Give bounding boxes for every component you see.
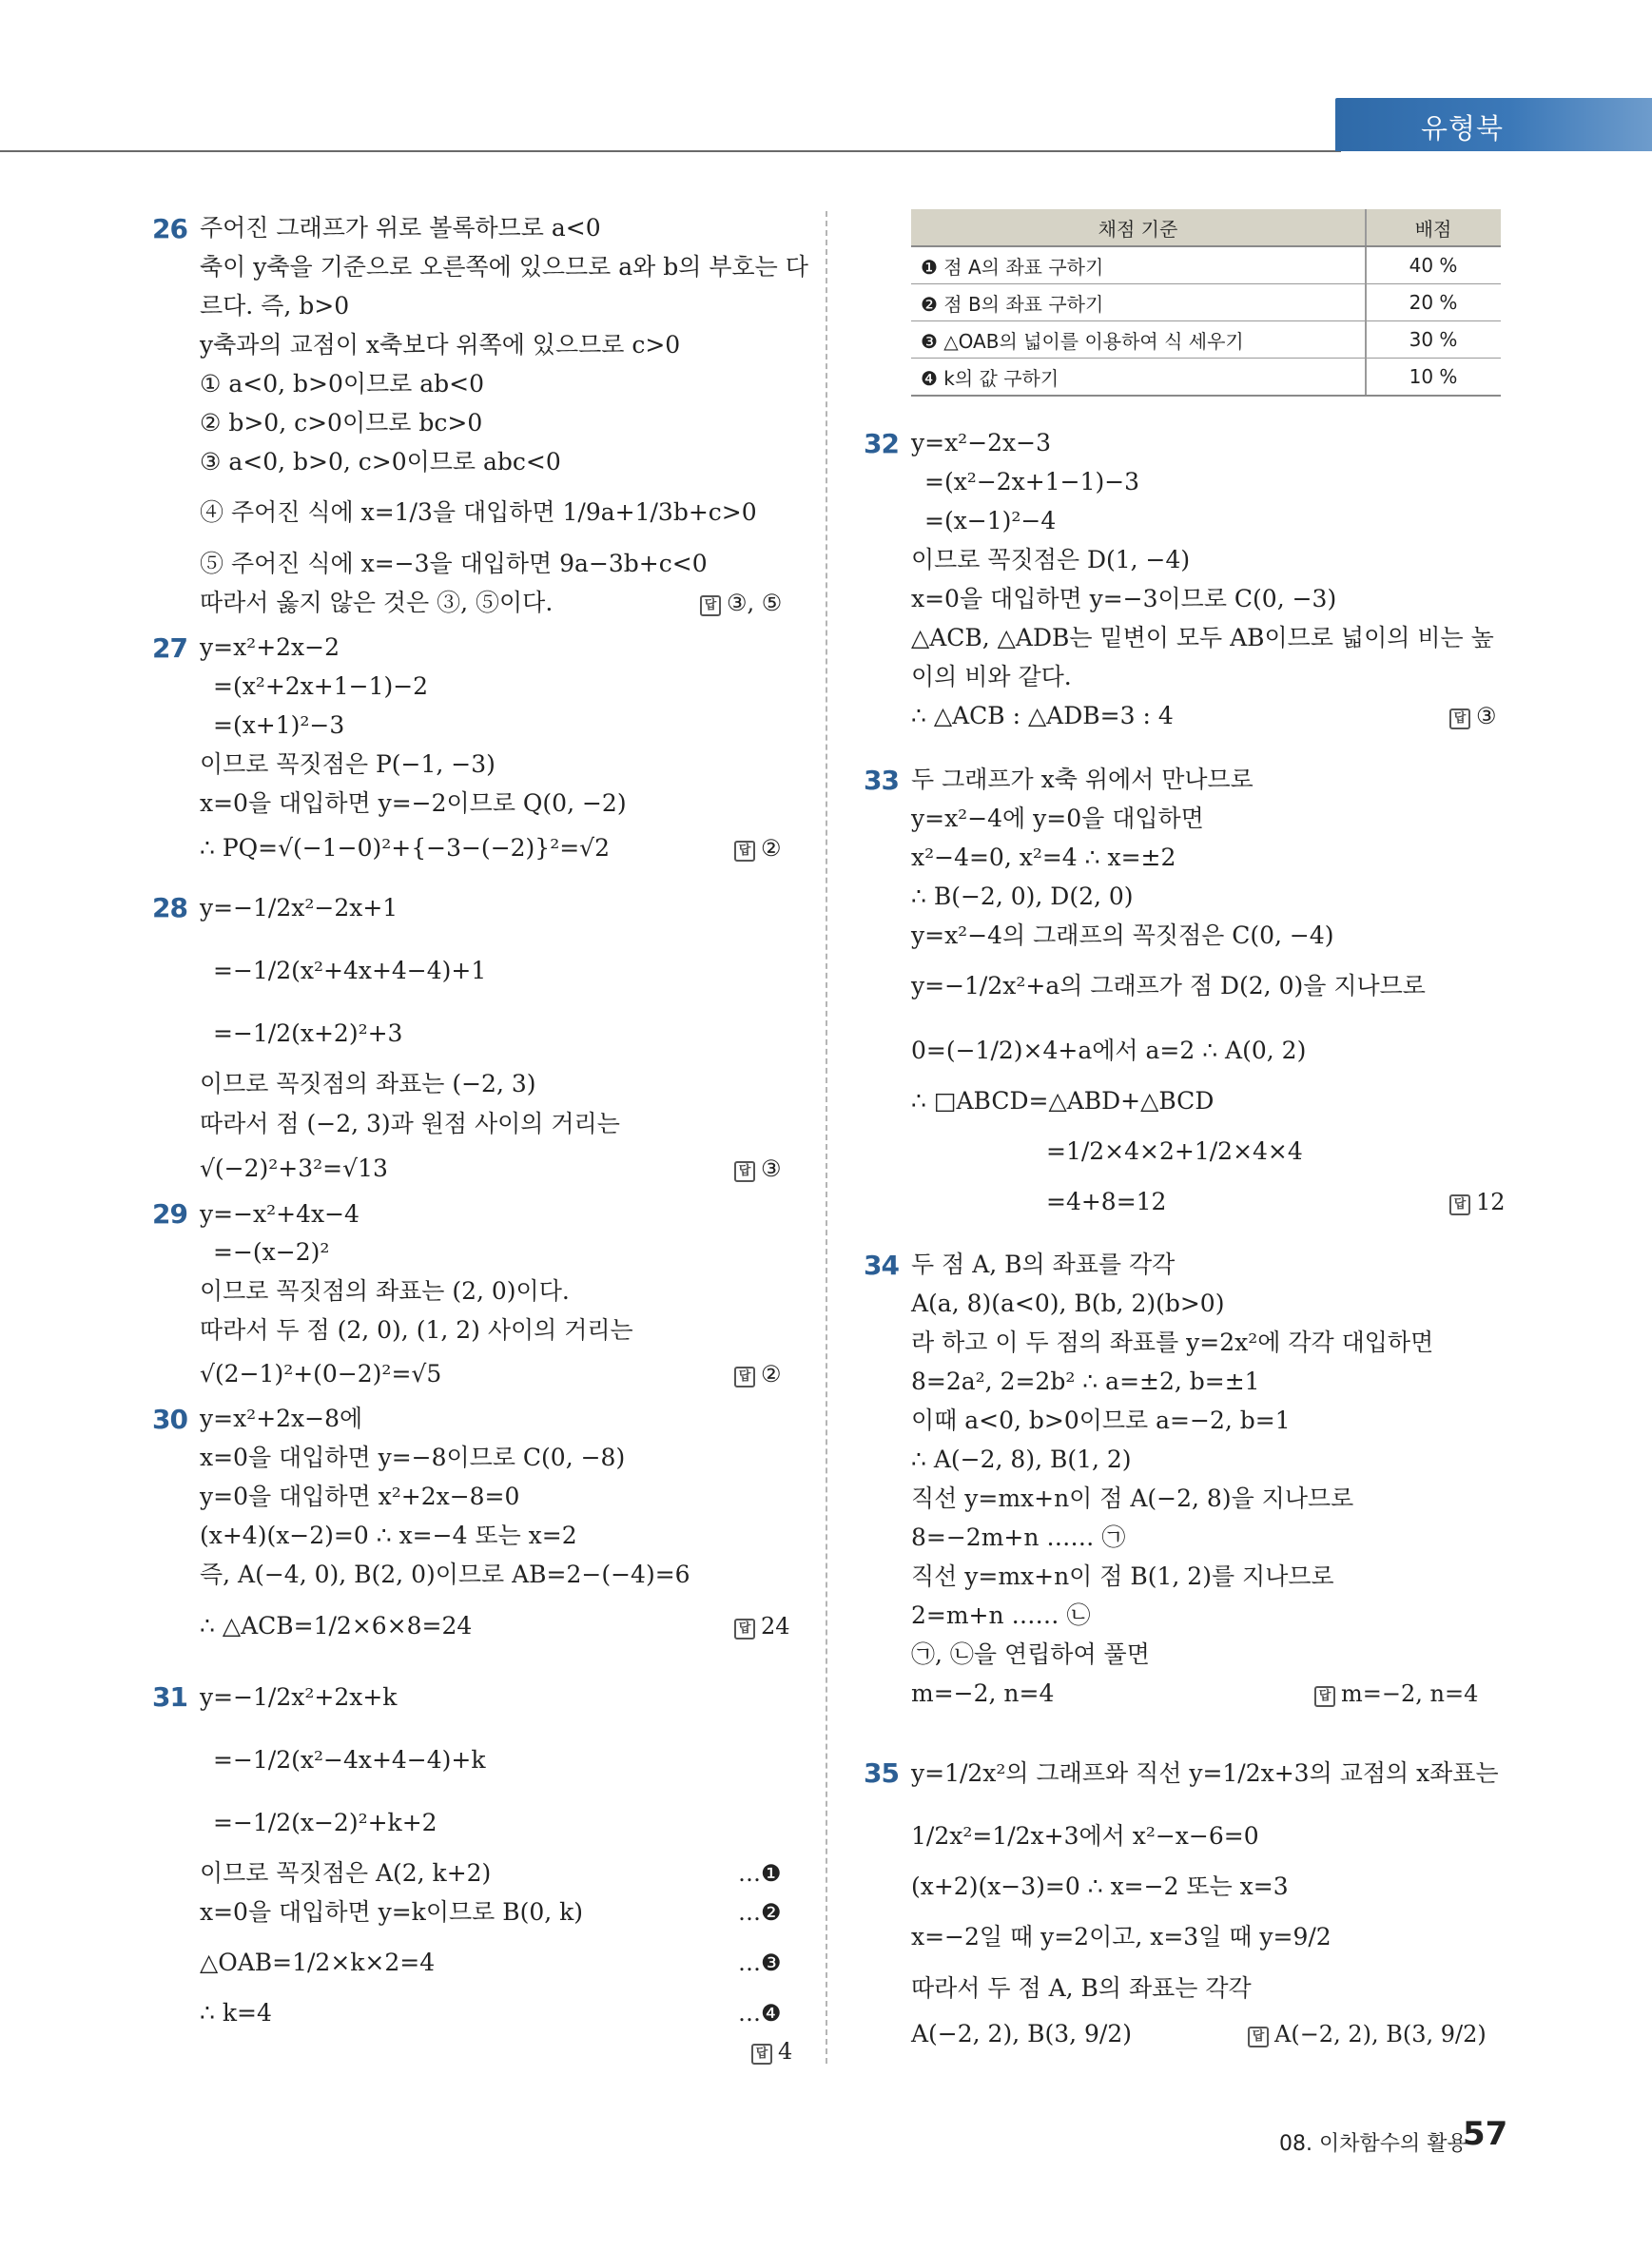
solution-line: 8=2a², 2=2b² ∴ a=±2, b=±1 <box>911 1368 1260 1395</box>
solution-line: 직선 y=mx+n이 점 A(−2, 8)을 지나므로 <box>911 1484 1354 1512</box>
solution-line: m=−2, n=4 <box>911 1679 1055 1707</box>
answer-value: ② <box>761 835 782 862</box>
solution-line: =(x²−2x+1−1)−3 <box>924 468 1140 495</box>
answer-icon: 답 <box>1314 1686 1335 1707</box>
solution-line: 따라서 옳지 않은 것은 ③, ⑤이다. <box>200 589 554 616</box>
points: 10 % <box>1366 359 1501 397</box>
answer-icon: 답 <box>1248 2027 1269 2047</box>
solution-line: ㉠, ㉡을 연립하여 풀면 <box>911 1640 1150 1668</box>
answer <box>1449 1188 1506 1216</box>
answer <box>751 2037 792 2066</box>
solution-line: =4+8=12 <box>1046 1188 1167 1215</box>
points-header: 배점 <box>1366 209 1501 246</box>
scoring-table-header <box>911 209 1501 246</box>
problem-number: 30 <box>152 1404 187 1435</box>
answer-icon: 답 <box>734 1161 755 1182</box>
solution-line: 0=(−1/2)×4+a에서 a=2 ∴ A(0, 2) <box>911 1037 1307 1064</box>
solution-line: x=0을 대입하면 y=−3이므로 C(0, −3) <box>911 585 1337 612</box>
section-tab-label: 유형북 <box>1421 112 1505 145</box>
solution-line: 이의 비와 같다. <box>911 663 1072 690</box>
section-tab <box>1335 98 1652 151</box>
points: 20 % <box>1366 284 1501 321</box>
solution-line: 라 하고 이 두 점의 좌표를 y=2x²에 각각 대입하면 <box>911 1329 1434 1356</box>
solution-line: =−1/2(x−2)²+k+2 <box>213 1809 437 1836</box>
scoring-row <box>911 284 1501 321</box>
solution-line: ④ 주어진 식에 x=1/3을 대입하면 1/9a+1/3b+c>0 <box>200 498 757 526</box>
solution-line: 즉, A(−4, 0), B(2, 0)이므로 AB=2−(−4)=6 <box>200 1561 690 1588</box>
answer-value: ③, ⑤ <box>727 590 783 616</box>
answer-value: 4 <box>778 2038 793 2065</box>
solution-line: y=0을 대입하면 x²+2x−8=0 <box>200 1483 520 1510</box>
solution-line: 8=−2m+n …… ㉠ <box>911 1523 1126 1551</box>
problem-number: 29 <box>152 1198 187 1230</box>
solution-line: 따라서 두 점 A, B의 좌표는 각각 <box>911 1974 1252 2002</box>
solution-line: 두 점 A, B의 좌표를 각각 <box>911 1251 1176 1278</box>
criterion: ❸ △OAB의 넓이를 이용하여 식 세우기 <box>911 321 1366 359</box>
solution-line: =−1/2(x²+4x+4−4)+1 <box>213 957 487 984</box>
header-rule <box>0 150 1341 152</box>
solution-line: =−1/2(x+2)²+3 <box>213 1019 403 1047</box>
step-marker: …❸ <box>738 1950 782 1976</box>
answer-value: 12 <box>1476 1189 1506 1215</box>
solution-line: 이므로 꼭짓점은 A(2, k+2) <box>200 1859 492 1887</box>
solution-line: (x+4)(x−2)=0 ∴ x=−4 또는 x=2 <box>200 1522 577 1549</box>
problem-number: 32 <box>864 428 899 459</box>
solution-line: ∴ k=4 <box>200 1999 272 2027</box>
problem-number: 31 <box>152 1681 187 1713</box>
answer-value: ③ <box>1476 703 1497 729</box>
criterion: ❶ 점 A의 좌표 구하기 <box>911 246 1366 284</box>
answer <box>1248 2020 1487 2048</box>
step-marker: …❷ <box>738 1899 782 1926</box>
criterion: ❷ 점 B의 좌표 구하기 <box>911 284 1366 321</box>
scoring-table <box>911 209 1501 397</box>
solution-line: 2=m+n …… ㉡ <box>911 1601 1091 1629</box>
answer <box>1314 1679 1478 1708</box>
solution-line: ∴ △ACB=1/2×6×8=24 <box>200 1612 473 1640</box>
solution-line: 이므로 꼭짓점은 P(−1, −3) <box>200 750 496 778</box>
answer-value: m=−2, n=4 <box>1341 1680 1479 1707</box>
solution-line: 주어진 그래프가 위로 볼록하므로 a<0 <box>200 214 601 242</box>
solution-line: y=x²+2x−2 <box>200 633 340 661</box>
solution-line: 1/2x²=1/2x+3에서 x²−x−6=0 <box>911 1822 1259 1850</box>
solution-line: 이때 a<0, b>0이므로 a=−2, b=1 <box>911 1407 1291 1434</box>
page-number: 57 <box>1463 2115 1508 2153</box>
problem-number: 34 <box>864 1250 899 1281</box>
scoring-row <box>911 321 1501 359</box>
answer-icon: 답 <box>734 1367 755 1387</box>
answer-value: ③ <box>761 1155 782 1182</box>
answer <box>734 1612 790 1640</box>
criterion: ❹ k의 값 구하기 <box>911 359 1366 397</box>
problem-number: 35 <box>864 1757 899 1789</box>
solution-line: =(x−1)²−4 <box>924 507 1057 534</box>
solution-line: 직선 y=mx+n이 점 B(1, 2)를 지나므로 <box>911 1562 1334 1590</box>
solution-line: √(−2)²+3²=√13 <box>200 1155 388 1182</box>
solution-line: =(x+1)²−3 <box>213 711 345 739</box>
solution-line: ∴ A(−2, 8), B(1, 2) <box>911 1446 1132 1473</box>
criterion-header: 채점 기준 <box>911 209 1366 246</box>
problem-number: 28 <box>152 892 187 923</box>
solution-line: A(−2, 2), B(3, 9/2) <box>911 2020 1133 2047</box>
solution-line: 이므로 꼭짓점은 D(1, −4) <box>911 546 1191 573</box>
column-divider <box>826 211 827 2064</box>
solution-line: y=x²−2x−3 <box>911 429 1051 456</box>
solution-line: y=x²+2x−8에 <box>200 1405 363 1432</box>
chapter-title: 08. 이차함수의 활용 <box>1279 2132 1467 2156</box>
solution-line: √(2−1)²+(0−2)²=√5 <box>200 1360 442 1387</box>
solution-line: =−1/2(x²−4x+4−4)+k <box>213 1746 486 1774</box>
solution-line: x=0을 대입하면 y=−8이므로 C(0, −8) <box>200 1444 626 1471</box>
answer-icon: 답 <box>751 2044 772 2065</box>
solution-line: y=−1/2x²+a의 그래프가 점 D(2, 0)을 지나므로 <box>911 972 1426 999</box>
solution-line: =1/2×4×2+1/2×4×4 <box>1046 1137 1303 1165</box>
step-marker: …❶ <box>738 1860 782 1887</box>
scoring-row <box>911 246 1501 284</box>
solution-line: ∴ B(−2, 0), D(2, 0) <box>911 883 1134 910</box>
solution-line: ∴ □ABCD=△ABD+△BCD <box>911 1087 1215 1115</box>
solution-line: (x+2)(x−3)=0 ∴ x=−2 또는 x=3 <box>911 1873 1289 1900</box>
step-marker: …❹ <box>738 2000 782 2027</box>
solution-line: y=x²−4에 y=0을 대입하면 <box>911 805 1204 832</box>
answer <box>734 1360 782 1388</box>
solution-line: 이므로 꼭짓점의 좌표는 (2, 0)이다. <box>200 1277 570 1305</box>
solution-line: 이므로 꼭짓점의 좌표는 (−2, 3) <box>200 1070 536 1097</box>
solution-line: 두 그래프가 x축 위에서 만나므로 <box>911 766 1254 793</box>
points: 30 % <box>1366 321 1501 359</box>
answer <box>1449 702 1497 730</box>
solution-line: ③ a<0, b>0, c>0이므로 abc<0 <box>200 448 561 475</box>
solution-line: y=1/2x²의 그래프와 직선 y=1/2x+3의 교점의 x좌표는 <box>911 1759 1499 1787</box>
solution-line: ∴ △ACB : △ADB=3 : 4 <box>911 702 1174 729</box>
solution-line: 르다. 즉, b>0 <box>200 292 350 320</box>
solution-line: y=−1/2x²−2x+1 <box>200 894 398 922</box>
answer <box>734 1155 782 1183</box>
solution-line: 따라서 두 점 (2, 0), (1, 2) 사이의 거리는 <box>200 1316 633 1344</box>
solution-line: x²−4=0, x²=4 ∴ x=±2 <box>911 844 1176 871</box>
answer <box>734 834 782 863</box>
answer-value: 24 <box>761 1613 790 1640</box>
solution-line: A(a, 8)(a<0), B(b, 2)(b>0) <box>911 1290 1225 1317</box>
problem-number: 27 <box>152 632 187 664</box>
problem-number: 26 <box>152 213 187 244</box>
solution-line: △OAB=1/2×k×2=4 <box>200 1949 436 1976</box>
answer-icon: 답 <box>1449 1194 1470 1215</box>
points: 40 % <box>1366 246 1501 284</box>
solution-line: x=0을 대입하면 y=−2이므로 Q(0, −2) <box>200 789 627 817</box>
answer-icon: 답 <box>734 1619 755 1640</box>
answer-icon: 답 <box>1449 708 1470 729</box>
problem-number: 33 <box>864 765 899 796</box>
solution-line: y=x²−4의 그래프의 꼭짓점은 C(0, −4) <box>911 922 1334 949</box>
solution-line: y=−x²+4x−4 <box>200 1200 360 1228</box>
solution-line: x=0을 대입하면 y=k이므로 B(0, k) <box>200 1898 584 1926</box>
answer <box>700 589 782 617</box>
solution-line: ⑤ 주어진 식에 x=−3을 대입하면 9a−3b+c<0 <box>200 550 708 577</box>
solution-line: 축이 y축을 기준으로 오른쪽에 있으므로 a와 b의 부호는 다 <box>200 253 808 281</box>
answer-value: ② <box>761 1361 782 1387</box>
solution-line: =−(x−2)² <box>213 1238 330 1266</box>
solution-line: y축과의 교점이 x축보다 위쪽에 있으므로 c>0 <box>200 331 681 359</box>
solution-line: △ACB, △ADB는 밑변이 모두 AB이므로 넓이의 비는 높 <box>911 624 1494 651</box>
answer-value: A(−2, 2), B(3, 9/2) <box>1274 2021 1487 2047</box>
solution-line: 따라서 점 (−2, 3)과 원점 사이의 거리는 <box>200 1110 620 1137</box>
answer-icon: 답 <box>734 841 755 862</box>
scoring-row <box>911 359 1501 397</box>
solution-line: ① a<0, b>0이므로 ab<0 <box>200 370 485 398</box>
solution-line: y=−1/2x²+2x+k <box>200 1683 398 1711</box>
solution-line: x=−2일 때 y=2이고, x=3일 때 y=9/2 <box>911 1923 1331 1950</box>
solution-line: ② b>0, c>0이므로 bc>0 <box>200 409 483 437</box>
answer-icon: 답 <box>700 595 721 616</box>
solution-line: ∴ PQ=√(−1−0)²+{−3−(−2)}²=√2 <box>200 834 611 862</box>
solution-line: =(x²+2x+1−1)−2 <box>213 672 429 700</box>
